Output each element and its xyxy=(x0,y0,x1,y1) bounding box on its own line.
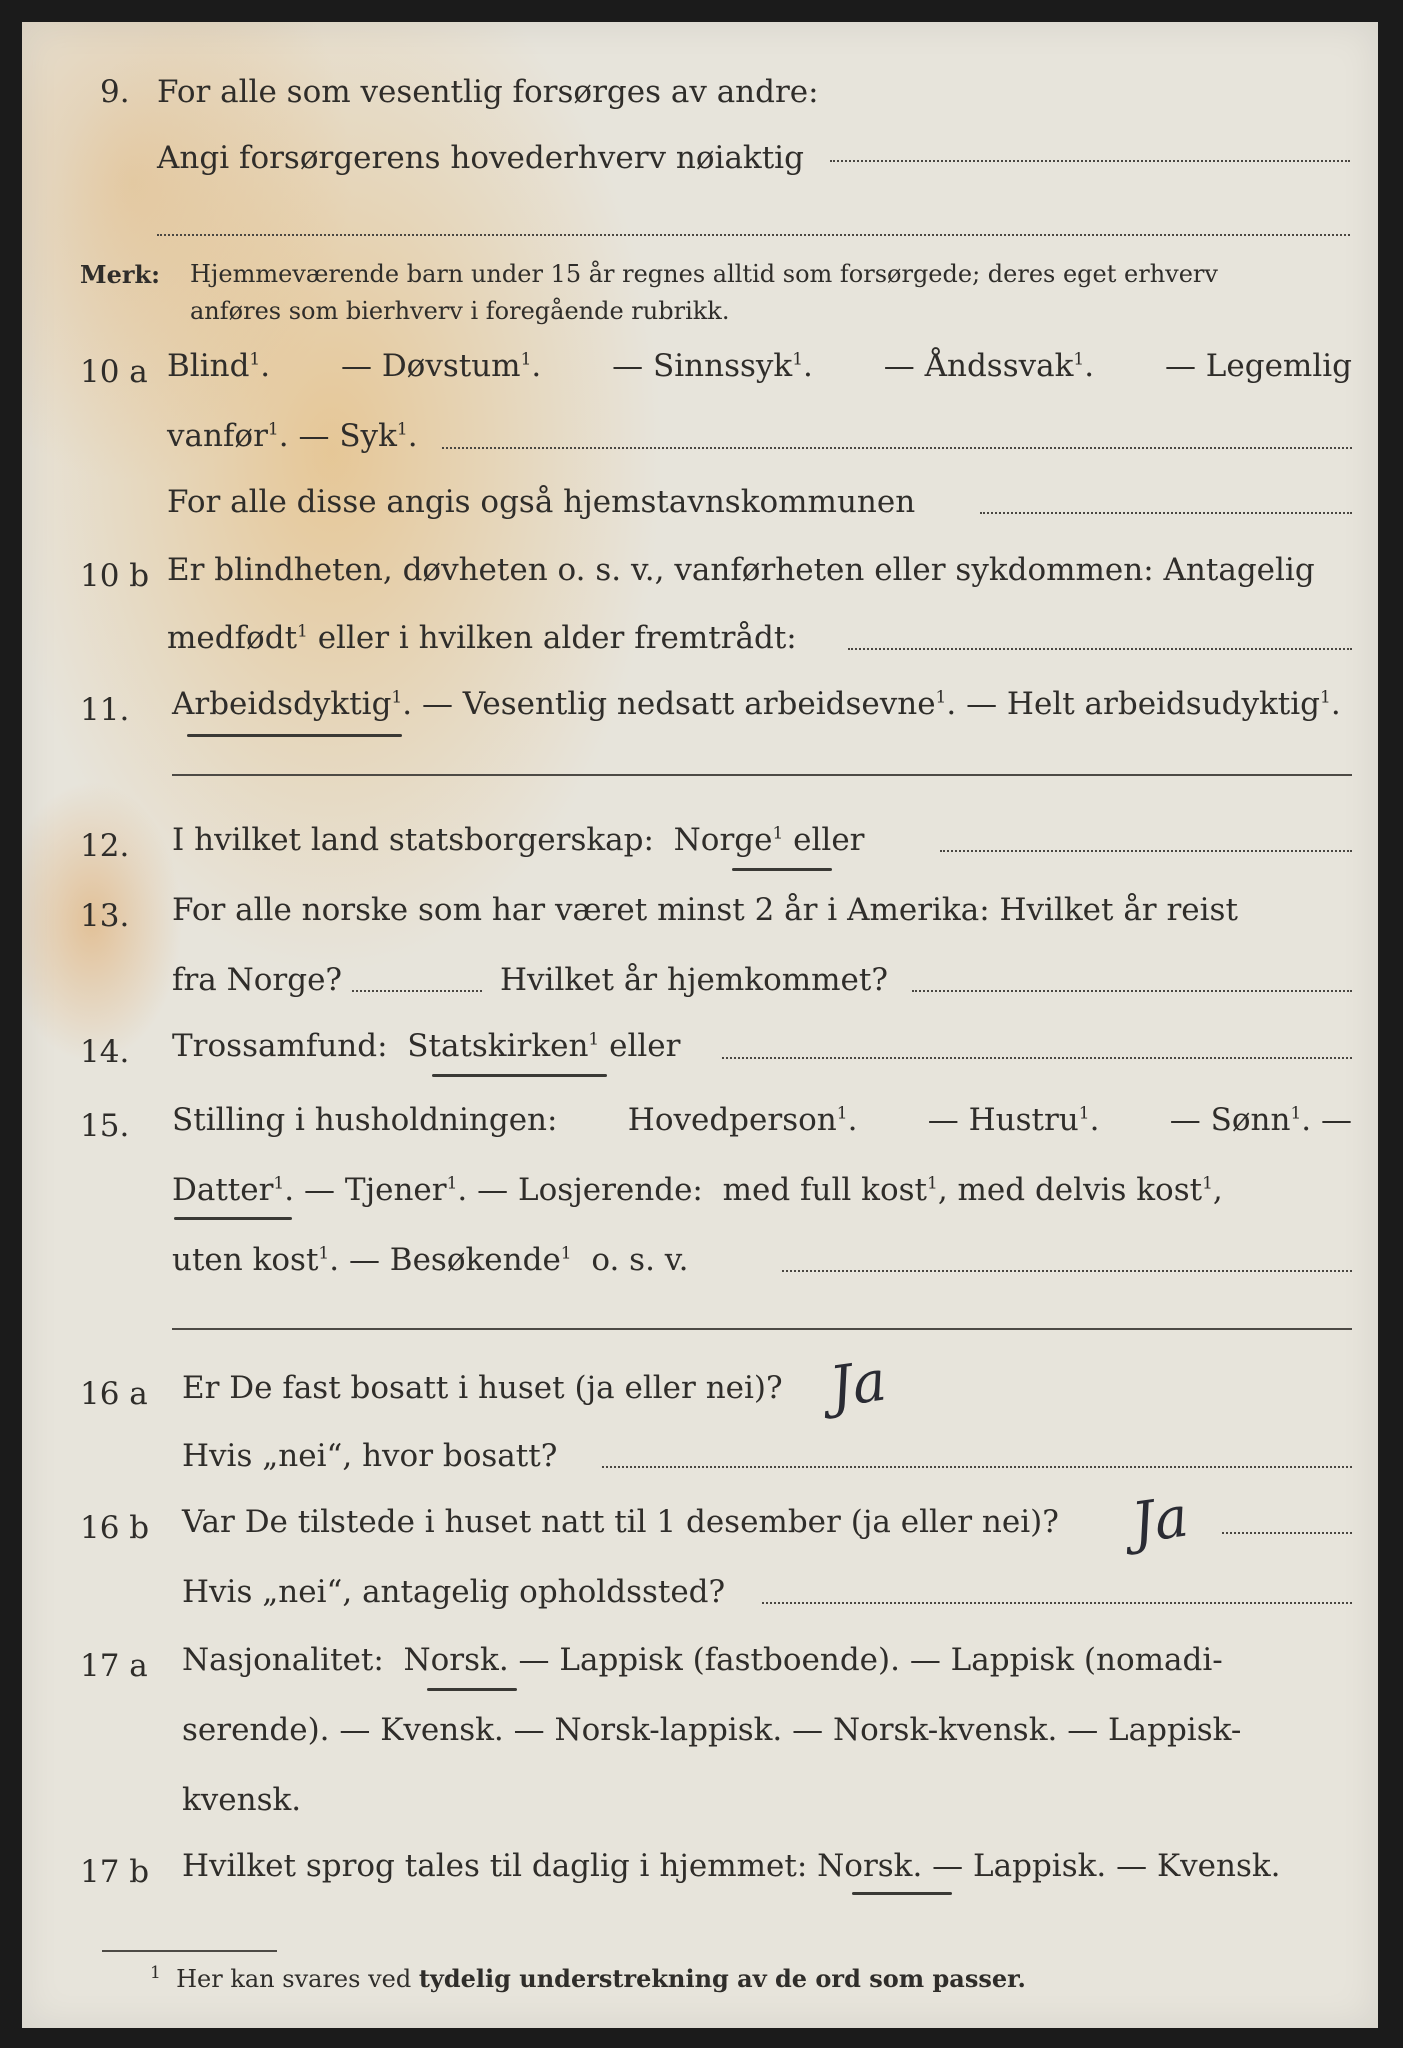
q17b-line: Hvilket sprog tales til daglig i hjemmet: Norsk. — Lappisk. — Kvensk. xyxy=(182,1848,1281,1884)
q17a-line1: Nasjonalitet: Norsk. — Lappisk (fastboende). — Lappisk (nomadi- xyxy=(182,1642,1223,1678)
q9-line2: Angi forsørgerens hovederhverv nøiaktig xyxy=(157,140,804,176)
q10a-number: 10 a xyxy=(80,354,148,390)
q15-handwritten-underline xyxy=(174,1217,292,1220)
q17a-handwritten-underline xyxy=(427,1688,517,1691)
q13-hjemkommet-line[interactable] xyxy=(912,990,1352,992)
merk-line2: anføres som bierhverv i foregående rubrikk. xyxy=(190,297,730,325)
q15-answer-line-2[interactable] xyxy=(172,1328,1352,1330)
q12-handwritten-underline xyxy=(732,868,832,871)
opt-datter: Datter$^1$ xyxy=(172,1172,285,1208)
q9-number: 9. xyxy=(100,74,130,110)
q12-line: I hvilket land statsborgerskap: Norge$^1$ eller xyxy=(172,822,865,858)
q9-answer-line[interactable] xyxy=(830,160,1350,162)
opt-sinnssyk: — Sinnssyk$^1$. xyxy=(612,348,813,384)
q17a-line2: serende). — Kvensk. — Norsk-lappisk. — Norsk-kvensk. — Lappisk- xyxy=(182,1712,1242,1748)
q13-reist-line[interactable] xyxy=(352,990,482,992)
q14-handwritten-underline xyxy=(432,1074,607,1077)
q13-number: 13. xyxy=(80,898,130,934)
q15-answer-line[interactable] xyxy=(782,1270,1352,1272)
q17a-number: 17 a xyxy=(80,1648,148,1684)
q13-line1: For alle norske som har været minst 2 år i Amerika: Hvilket år reist xyxy=(172,892,1238,928)
opt-norsk-sprog: Norsk xyxy=(817,1848,913,1884)
opt-dovstum: — Døvstum$^1$. xyxy=(340,348,542,384)
merk-label: Merk: xyxy=(80,260,160,289)
q14-number: 14. xyxy=(80,1034,130,1070)
q16a-line2: Hvis „nei“, hvor bosatt? xyxy=(182,1438,558,1474)
q10a-answer-line[interactable] xyxy=(442,447,1352,449)
q14-answer-line[interactable] xyxy=(722,1057,1352,1059)
census-form-page xyxy=(22,22,1378,2028)
q10b-answer-line[interactable] xyxy=(848,648,1352,650)
footnote: $^1$ Her kan svares ved tydelig understrekning av de ord som passer. xyxy=(150,1963,1026,1993)
q16a-answer-line[interactable] xyxy=(602,1466,1352,1468)
q13-line2b: Hvilket år hjemkommet? xyxy=(500,962,888,998)
q14-line: Trossamfund: Statskirken$^1$ eller xyxy=(172,1028,681,1064)
q16b-answer-line[interactable] xyxy=(1222,1532,1352,1534)
q9-answer-line-2[interactable] xyxy=(157,234,1350,236)
q13-line2a: fra Norge? xyxy=(172,962,343,998)
q15-line2: Datter$^1$. — Tjener$^1$. — Losjerende: med full kost$^1$, med delvis kost$^1$, xyxy=(172,1172,1223,1208)
q12-answer-line[interactable] xyxy=(940,850,1352,852)
q9-line1: For alle som vesentlig forsørges av andre: xyxy=(157,74,819,110)
q16b-number: 16 b xyxy=(80,1510,150,1546)
opt-norge: Norge$^1$ xyxy=(673,822,784,858)
q10a-line2: vanfør$^1$. — Syk$^1$. xyxy=(167,418,418,454)
q16b-line2: Hvis „nei“, antagelig opholdssted? xyxy=(182,1574,726,1610)
opt-arbeidsdyktig: Arbeidsdyktig$^1$ xyxy=(172,686,403,722)
q11-options: Arbeidsdyktig$^1$. — Vesentlig nedsatt arbeidsevne$^1$. — Helt arbeidsudyktig$^1$. xyxy=(172,686,1341,722)
q10a-options xyxy=(167,348,1352,398)
opt-norsk-nasjonalitet: Norsk xyxy=(403,1642,499,1678)
q16b-line1: Var De tilstede i huset natt til 1 desember (ja eller nei)? xyxy=(182,1504,1059,1540)
opt-legemlig: — Legemlig xyxy=(1164,348,1352,384)
q16b-opholdssted-line[interactable] xyxy=(762,1602,1352,1604)
q15-line1: Stilling i husholdningen: Hovedperson$^1$. — Hustru$^1$. — Sønn$^1$. — xyxy=(172,1102,1352,1138)
q17b-handwritten-underline xyxy=(852,1892,952,1895)
q10b-number: 10 b xyxy=(80,558,150,594)
q16a-number: 16 a xyxy=(80,1376,148,1412)
q11-number: 11. xyxy=(80,692,130,728)
q10a-line3: For alle disse angis også hjemstavnskommunen xyxy=(167,484,916,520)
opt-blind: Blind$^1$. xyxy=(167,348,271,384)
q10a-hjemstavn-line[interactable] xyxy=(980,512,1352,514)
q17a-line3: kvensk. xyxy=(182,1782,302,1818)
footnote-rule xyxy=(102,1950,277,1952)
q12-number: 12. xyxy=(80,828,130,864)
q16a-handwritten-answer: Ja xyxy=(825,1348,891,1421)
q10b-line1: Er blindheten, døvheten o. s. v., vanførheten eller sykdommen: Antagelig xyxy=(167,552,1315,588)
opt-andssvak: — Åndssvak$^1$. xyxy=(883,348,1095,384)
q10b-line2: medfødt$^1$ eller i hvilken alder fremtrådt: xyxy=(167,620,797,656)
merk-line1: Hjemmeværende barn under 15 år regnes alltid som forsørgede; deres eget erhverv xyxy=(190,260,1218,288)
opt-statskirken: Statskirken$^1$ xyxy=(407,1028,600,1064)
q16b-handwritten-answer: Ja xyxy=(1127,1484,1193,1557)
q16a-line1: Er De fast bosatt i huset (ja eller nei)? xyxy=(182,1370,783,1406)
q11-answer-line[interactable] xyxy=(172,774,1352,776)
q15-line3: uten kost$^1$. — Besøkende$^1$ o. s. v. xyxy=(172,1242,689,1278)
q15-number: 15. xyxy=(80,1108,130,1144)
q17b-number: 17 b xyxy=(80,1854,150,1890)
q11-handwritten-underline xyxy=(187,734,402,737)
